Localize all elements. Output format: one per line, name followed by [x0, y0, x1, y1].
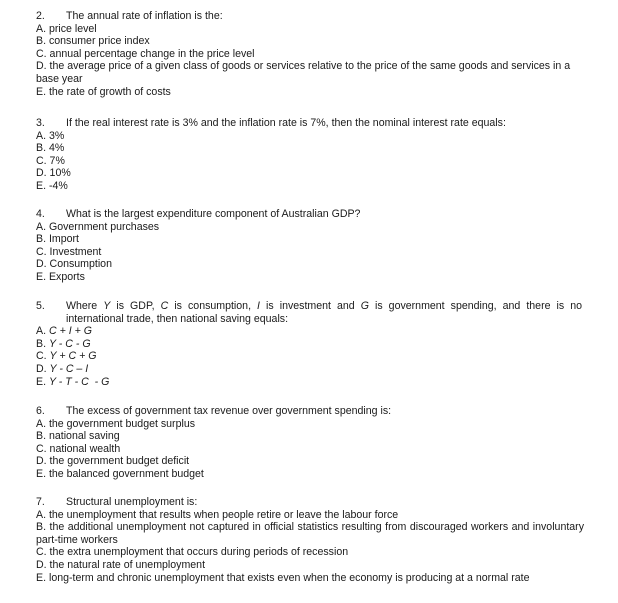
option-b[interactable]	[36, 142, 596, 155]
option-letter: B.	[36, 521, 47, 534]
option-text: national saving	[48, 430, 120, 443]
option-letter: E.	[36, 179, 47, 192]
option-text: the additional unemployment not captured in official statistics resulting from discouraged workers and involuntary part-time workers	[36, 521, 584, 546]
option-letter: B.	[36, 430, 47, 443]
option-e[interactable]	[36, 572, 584, 585]
option-e[interactable]	[36, 271, 596, 284]
question-stem	[36, 496, 596, 509]
option-a[interactable]	[36, 221, 596, 234]
option-letter: A.	[36, 325, 47, 338]
option-letter: C.	[36, 350, 47, 363]
option-text: Y - T - C - G	[48, 375, 110, 388]
question-3	[36, 117, 596, 193]
option-text: the government budget surplus	[48, 417, 196, 430]
option-letter: C.	[36, 154, 47, 167]
option-c[interactable]	[36, 546, 596, 559]
option-text: Consumption	[49, 258, 112, 271]
option-text: 10%	[49, 167, 71, 180]
question-5	[36, 300, 596, 388]
option-letter: A.	[36, 508, 47, 521]
option-text: 3%	[48, 129, 65, 142]
option-letter: C.	[36, 442, 47, 455]
option-letter: D.	[36, 558, 47, 571]
option-letter: A.	[36, 220, 47, 233]
question-stem	[36, 117, 596, 130]
option-letter: B.	[36, 142, 47, 155]
option-text: Government purchases	[48, 220, 160, 233]
option-a[interactable]	[36, 130, 596, 143]
option-text: the rate of growth of costs	[48, 85, 171, 98]
option-b[interactable]	[36, 521, 584, 546]
option-letter: E.	[36, 467, 47, 480]
option-letter: D.	[36, 455, 47, 468]
option-d[interactable]	[36, 363, 596, 376]
option-letter: C.	[36, 47, 47, 60]
option-letter: A.	[36, 129, 47, 142]
text-fragment: is GDP,	[110, 300, 161, 312]
question-number: 5.	[36, 300, 45, 312]
option-text: the government budget deficit	[49, 455, 190, 468]
option-letter: D.	[36, 60, 47, 73]
question-text: If the real interest rate is 3% and the inflation rate is 7%, then the nominal interest rate equals:	[66, 117, 506, 129]
question-stem	[36, 208, 596, 221]
question-stem	[36, 10, 596, 23]
option-letter: D.	[36, 258, 47, 271]
question-4	[36, 208, 596, 284]
text-fragment: is consumption,	[168, 300, 258, 312]
option-letter: D.	[36, 167, 47, 180]
option-letter: E.	[36, 375, 47, 388]
option-text: price level	[48, 22, 97, 35]
question-text	[66, 300, 582, 325]
option-d[interactable]	[36, 559, 596, 572]
option-letter: B.	[36, 337, 47, 350]
option-letter: A.	[36, 417, 47, 430]
option-a[interactable]	[36, 509, 596, 522]
question-7	[36, 496, 596, 584]
option-c[interactable]	[36, 443, 596, 456]
option-e[interactable]	[36, 376, 596, 389]
option-text: -4%	[48, 179, 68, 192]
variable-g: G	[360, 300, 369, 312]
option-letter: B.	[36, 35, 47, 48]
question-2	[36, 10, 596, 98]
option-a[interactable]	[36, 418, 596, 431]
option-text: the extra unemployment that occurs during periods of recession	[49, 546, 349, 559]
option-text: the average price of a given class of goods or services relative to the price of the same goods and services in a base year	[36, 60, 571, 85]
option-b[interactable]	[36, 430, 596, 443]
option-text: Import	[48, 233, 79, 246]
question-text: The annual rate of inflation is the:	[66, 10, 223, 22]
option-text: Y - C – I	[49, 362, 89, 375]
question-text: The excess of government tax revenue over government spending is:	[66, 405, 392, 417]
option-d[interactable]	[36, 455, 596, 468]
question-number: 4.	[36, 208, 45, 220]
option-text: Exports	[48, 270, 85, 283]
option-text: the balanced government budget	[48, 467, 204, 480]
option-a[interactable]	[36, 325, 596, 338]
variable-y: Y	[103, 300, 111, 312]
option-text: 7%	[49, 154, 65, 167]
option-text: C + I + G	[48, 325, 92, 338]
option-text: 4%	[48, 142, 65, 155]
option-text: consumer price index	[48, 35, 150, 48]
option-letter: A.	[36, 22, 47, 35]
option-text: Investment	[49, 245, 102, 258]
option-text: Y + C + G	[49, 350, 97, 363]
option-text: annual percentage change in the price level	[49, 47, 255, 60]
question-text: What is the largest expenditure component of Australian GDP?	[66, 208, 361, 220]
text-fragment: is government spending, and there is no international trade, then national saving equals:	[66, 300, 582, 325]
question-stem	[36, 300, 582, 325]
option-e[interactable]	[36, 468, 596, 481]
variable-c: C	[160, 300, 169, 312]
question-number: 7.	[36, 496, 45, 508]
option-letter: B.	[36, 233, 47, 246]
option-c[interactable]	[36, 246, 596, 259]
option-letter: C.	[36, 546, 47, 559]
option-c[interactable]	[36, 155, 596, 168]
option-c[interactable]	[36, 48, 596, 61]
option-letter: E.	[36, 571, 47, 584]
option-letter: C.	[36, 245, 47, 258]
option-text: the unemployment that results when people retire or leave the labour force	[48, 508, 399, 521]
question-number: 3.	[36, 117, 45, 129]
option-letter: E.	[36, 85, 47, 98]
option-d[interactable]	[36, 258, 596, 271]
option-letter: E.	[36, 270, 47, 283]
question-number: 6.	[36, 405, 45, 417]
question-stem	[36, 405, 596, 418]
option-text: long-term and chronic unemployment that exists even when the economy is producing at a normal rate	[48, 571, 530, 584]
option-text: Y - C - G	[48, 337, 91, 350]
option-d[interactable]	[36, 60, 584, 85]
option-b[interactable]	[36, 35, 596, 48]
option-letter: D.	[36, 362, 47, 375]
question-6	[36, 405, 596, 481]
variable-i: I	[257, 300, 260, 312]
option-text: national wealth	[49, 442, 121, 455]
option-b[interactable]	[36, 338, 596, 351]
option-d[interactable]	[36, 167, 596, 180]
question-text: Structural unemployment is:	[66, 496, 198, 508]
option-e[interactable]	[36, 86, 596, 99]
text-fragment: Where	[66, 300, 104, 312]
option-a[interactable]	[36, 23, 596, 36]
text-fragment: is investment and	[260, 300, 361, 312]
option-c[interactable]	[36, 350, 596, 363]
option-e[interactable]	[36, 180, 596, 193]
question-number: 2.	[36, 10, 45, 22]
option-b[interactable]	[36, 233, 596, 246]
option-text: the natural rate of unemployment	[49, 558, 206, 571]
